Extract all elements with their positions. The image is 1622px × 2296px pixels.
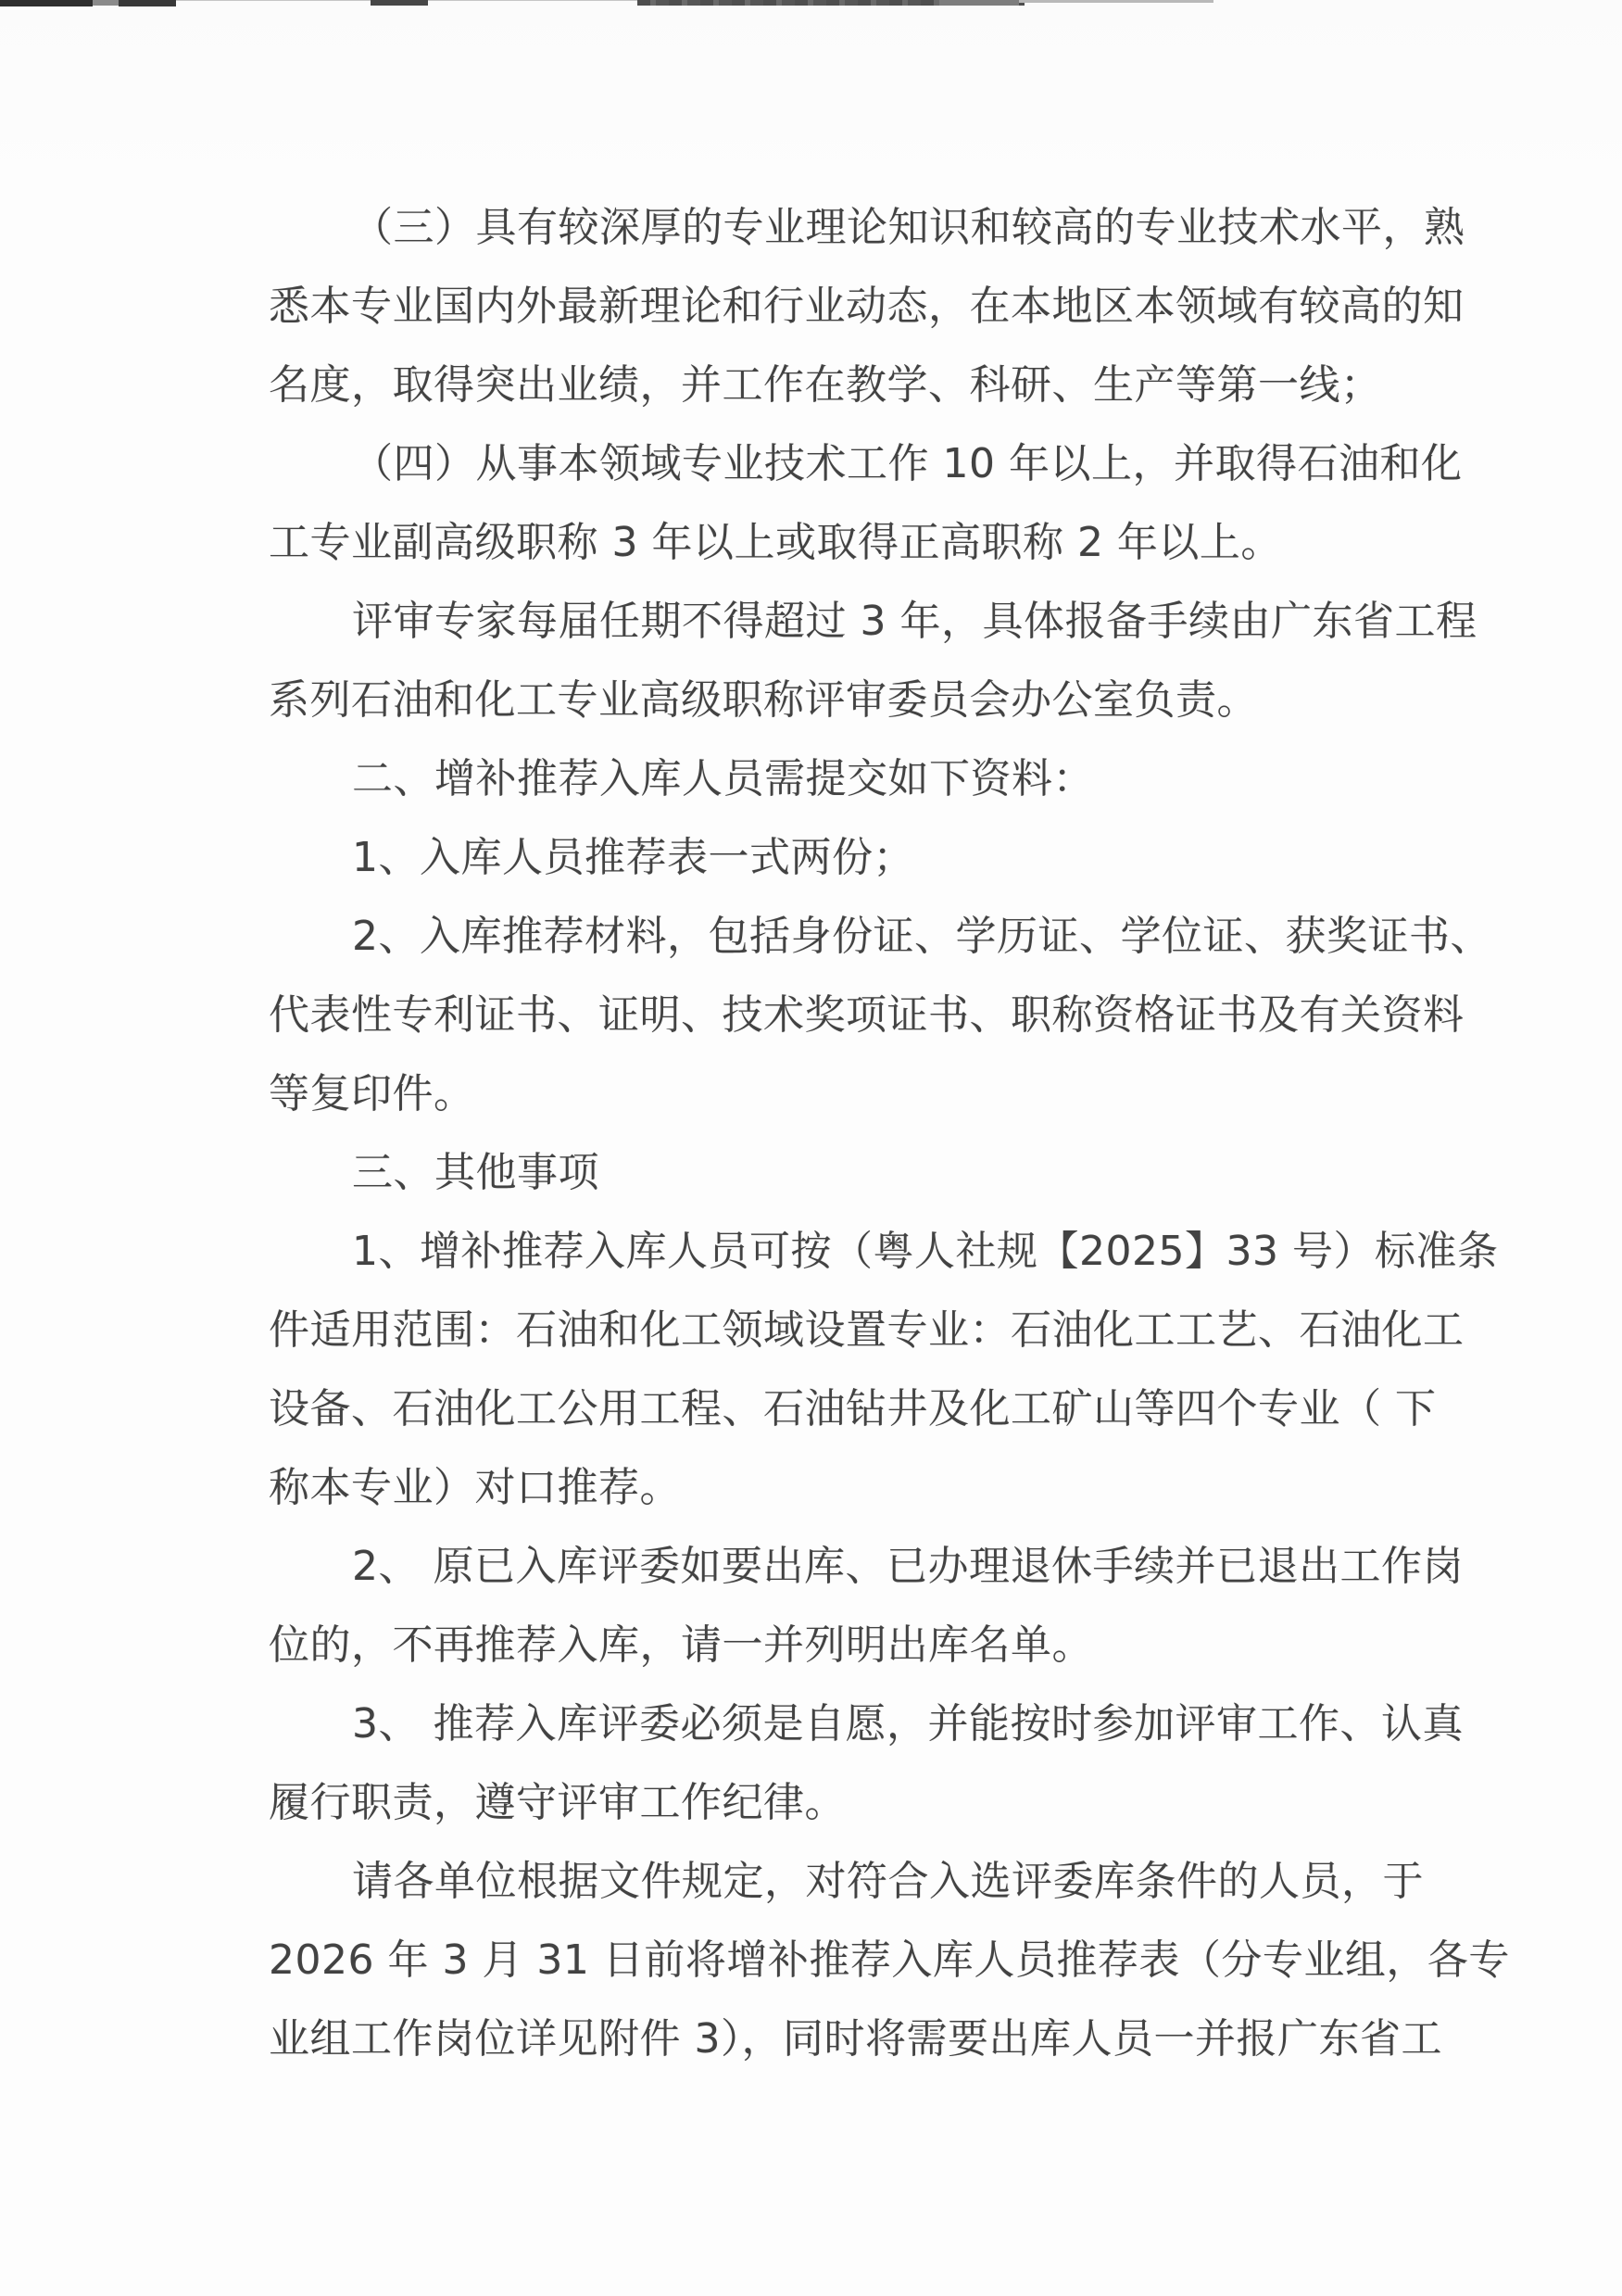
- scan-artifact-segment: [0, 0, 93, 6]
- scan-artifact-segment: [371, 0, 428, 6]
- text-line: 2026 年 3 月 31 日前将增补推荐入库人员推荐表（分专业组，各专: [269, 1936, 1510, 1984]
- text-line: 工专业副高级职称 3 年以上或取得正高职称 2 年以上。: [269, 519, 1282, 566]
- scan-artifact-segment: [119, 0, 176, 6]
- text-line: （四）从事本领域专业技术工作 10 年以上，并取得石油和化: [352, 440, 1463, 487]
- text-line: 履行职责，遵守评审工作纪律。: [269, 1779, 846, 1826]
- text-line: 系列石油和化工专业高级职称评审委员会办公室负责。: [269, 676, 1258, 724]
- text-line: 评审专家每届任期不得超过 3 年，具体报备手续由广东省工程: [352, 598, 1477, 645]
- document-text-block: [269, 188, 1510, 2078]
- text-line: 等复印件。: [269, 1070, 475, 1117]
- text-line: 设备、石油化工公用工程、石油钻井及化工矿山等四个专业（ 下: [269, 1385, 1437, 1432]
- text-line: 请各单位根据文件规定，对符合入选评委库条件的人员，于: [352, 1858, 1424, 1905]
- text-line: 名度，取得突出业绩，并工作在教学、科研、生产等第一线；: [269, 361, 1382, 409]
- text-line: 2、 原已入库评委如要出库、已办理退休手续并已退出工作岗: [352, 1543, 1464, 1590]
- text-line: 代表性专利证书、证明、技术奖项证书、职称资格证书及有关资料: [269, 991, 1465, 1039]
- text-line: 1、入库人员推荐表一式两份；: [352, 834, 914, 881]
- text-line: 件适用范围：石油和化工领域设置专业：石油化工工艺、石油化工: [269, 1306, 1465, 1354]
- scan-artifact-segment: [93, 0, 119, 6]
- text-line: 业组工作岗位详见附件 3），同时将需要出库人员一并报广东省工: [269, 2015, 1442, 2063]
- text-line: 悉本专业国内外最新理论和行业动态，在本地区本领域有较高的知: [269, 283, 1465, 330]
- scan-artifact-strip: [0, 0, 1622, 11]
- scan-artifact-segment: [1019, 0, 1213, 3]
- text-line: （三）具有较深厚的专业理论知识和较高的专业技术水平，熟: [352, 204, 1465, 251]
- text-line: 二、增补推荐入库人员需提交如下资料：: [352, 755, 1094, 802]
- text-line: 三、其他事项: [352, 1149, 599, 1196]
- text-line: 1、增补推荐入库人员可按（粤人社规【2025】33 号）标准条: [352, 1228, 1499, 1275]
- text-line: 位的，不再推荐入库，请一并列明出库名单。: [269, 1621, 1093, 1669]
- text-line: 称本专业）对口推荐。: [269, 1464, 681, 1511]
- text-line: 2、入库推荐材料，包括身份证、学历证、学位证、获奖证书、: [352, 913, 1491, 960]
- scan-artifact-segment: [939, 0, 1019, 6]
- text-line: 3、 推荐入库评委必须是自愿，并能按时参加评审工作、认真: [352, 1700, 1464, 1747]
